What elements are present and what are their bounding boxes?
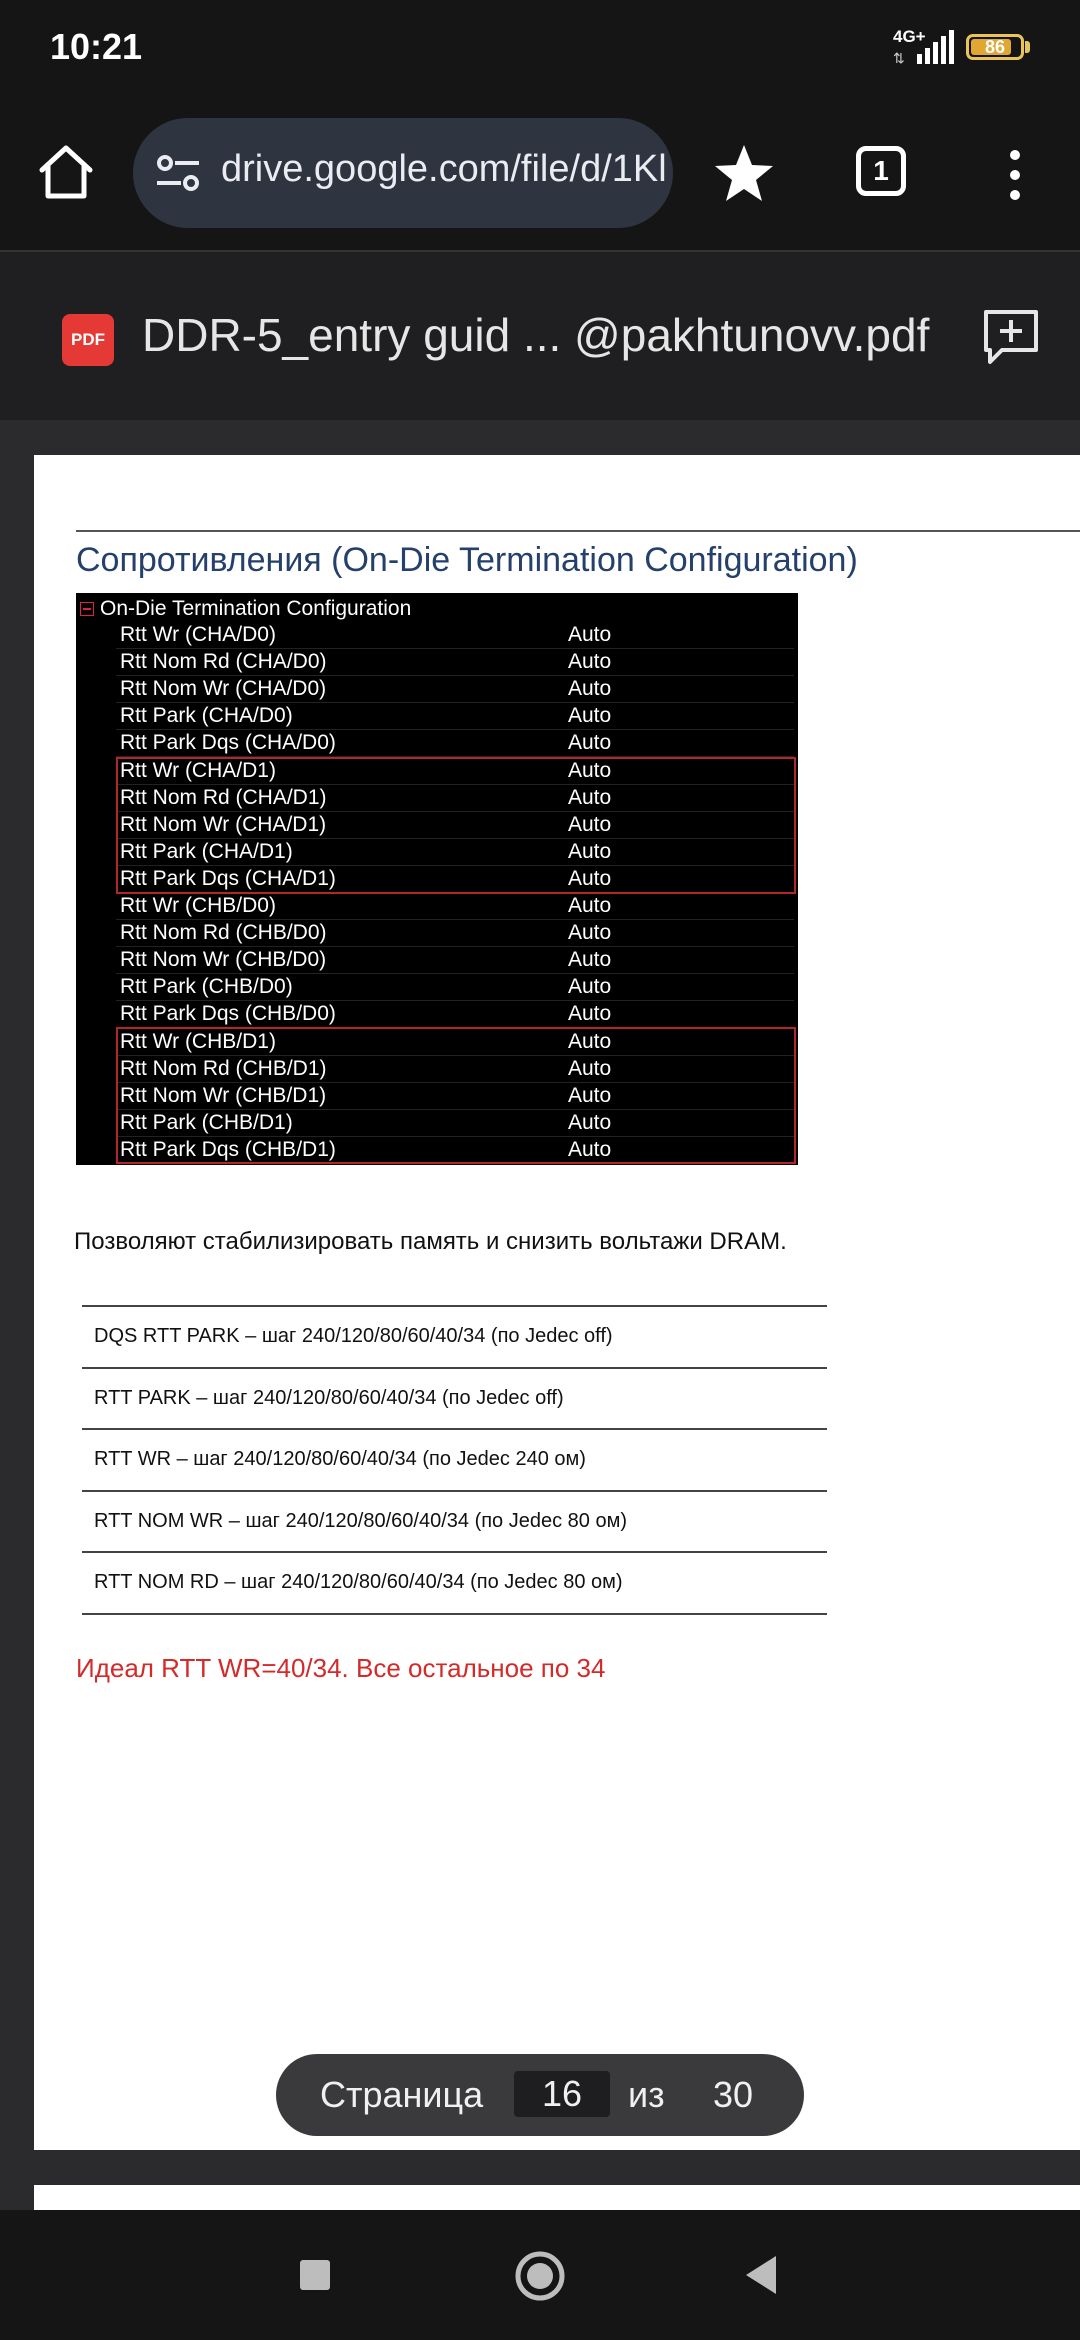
bios-row bbox=[116, 702, 794, 730]
current-page-input[interactable]: 16 bbox=[514, 2071, 610, 2117]
bios-setting-name: Rtt Nom Wr (CHB/D1) bbox=[120, 1083, 327, 1107]
bios-setting-value: Auto bbox=[568, 623, 612, 646]
back-button[interactable] bbox=[742, 2254, 778, 2296]
spec-text: RTT PARK – шаг 240/120/80/60/40/34 (по Jedec off) bbox=[94, 1386, 564, 1409]
bios-setting-name: Rtt Park Dqs (CHB/D0) bbox=[120, 1002, 336, 1026]
bios-setting-value: Auto bbox=[568, 975, 612, 999]
bios-setting-value: Auto bbox=[568, 785, 612, 809]
tab-switcher-button[interactable]: 1 bbox=[856, 146, 906, 196]
bios-row bbox=[116, 621, 794, 649]
pdf-viewer[interactable] bbox=[0, 420, 1080, 2210]
spec-row bbox=[82, 1551, 827, 1614]
bios-setting-name: Rtt Park Dqs (CHA/D1) bbox=[120, 866, 336, 890]
bios-setting-name: Rtt Nom Rd (CHA/D0) bbox=[120, 650, 327, 674]
spec-row bbox=[82, 1367, 827, 1430]
bios-row bbox=[116, 729, 794, 757]
highlight-chb-d1 bbox=[116, 1027, 796, 1164]
bios-setting-name: Rtt Nom Rd (CHB/D1) bbox=[120, 1056, 327, 1080]
bios-setting-name: Rtt Park (CHA/D0) bbox=[120, 704, 293, 728]
spec-text: RTT NOM WR – шаг 240/120/80/60/40/34 (по Jedec 80 ом) bbox=[94, 1509, 627, 1532]
bios-header-label: On-Die Termination Configuration bbox=[100, 597, 412, 620]
bios-setting-value: Auto bbox=[568, 812, 612, 836]
bios-setting-name: Rtt Nom Rd (CHB/D0) bbox=[120, 921, 327, 945]
bios-row bbox=[116, 675, 794, 703]
bios-setting-value: Auto bbox=[568, 1056, 612, 1080]
bios-setting-value: Auto bbox=[568, 731, 612, 755]
bios-setting-value: Auto bbox=[568, 1029, 612, 1053]
signal-icon bbox=[915, 30, 955, 64]
bios-setting-value: Auto bbox=[568, 921, 612, 945]
home-button[interactable] bbox=[514, 2250, 566, 2302]
bios-setting-name: Rtt Wr (CHB/D1) bbox=[120, 1029, 276, 1053]
add-comment-icon[interactable] bbox=[982, 308, 1040, 366]
description-text: Позволяют стабилизировать память и снизить вольтажи DRAM. bbox=[74, 1228, 787, 1255]
data-activity-icon: ⇅ bbox=[893, 50, 905, 66]
page-label: Страница bbox=[320, 2074, 484, 2115]
bios-setting-name: Rtt Park (CHA/D1) bbox=[120, 839, 293, 863]
bios-setting-name: Rtt Nom Wr (CHA/D0) bbox=[120, 677, 327, 701]
collapse-icon bbox=[80, 602, 94, 616]
bios-row bbox=[116, 648, 794, 676]
system-navigation-bar bbox=[0, 2210, 1080, 2340]
bios-setting-name: Rtt Park (CHB/D0) bbox=[120, 975, 293, 999]
spec-row bbox=[82, 1305, 827, 1368]
section-divider bbox=[76, 530, 1080, 532]
document-title: DDR-5_entry guid ... @pakhtunovv.pdf bbox=[142, 309, 930, 361]
pdf-page bbox=[34, 455, 1080, 2150]
more-options-icon[interactable] bbox=[1000, 145, 1030, 205]
bios-row bbox=[116, 973, 794, 1001]
spec-row bbox=[82, 1428, 827, 1491]
total-pages: 30 bbox=[713, 2074, 754, 2115]
bios-row bbox=[116, 919, 794, 947]
bios-setting-value: Auto bbox=[568, 677, 612, 701]
recents-button[interactable] bbox=[300, 2260, 330, 2290]
document-header bbox=[0, 252, 1080, 420]
bios-setting-name: Rtt Wr (CHA/D0) bbox=[120, 623, 276, 646]
pdf-file-icon: PDF bbox=[62, 314, 114, 366]
url-text[interactable]: drive.google.com/file/d/1Kl bbox=[221, 148, 667, 190]
bios-row bbox=[116, 946, 794, 974]
page-of-label: из bbox=[628, 2074, 665, 2115]
bios-setting-value: Auto bbox=[568, 866, 612, 890]
bookmark-star-icon[interactable] bbox=[713, 143, 775, 203]
bios-setting-value: Auto bbox=[568, 1110, 612, 1134]
bios-setting-value: Auto bbox=[568, 1083, 612, 1107]
bios-row bbox=[116, 1000, 794, 1028]
site-settings-icon[interactable] bbox=[155, 151, 201, 195]
spec-row bbox=[82, 1490, 827, 1553]
bios-setting-value: Auto bbox=[568, 948, 612, 972]
bios-setting-name: Rtt Park Dqs (CHA/D0) bbox=[120, 731, 336, 755]
battery-level: 86 bbox=[984, 37, 1006, 57]
bios-setting-name: Rtt Park (CHB/D1) bbox=[120, 1110, 293, 1134]
bios-setting-value: Auto bbox=[568, 894, 612, 917]
bios-setting-name: Rtt Wr (CHA/D1) bbox=[120, 758, 276, 782]
battery-icon bbox=[966, 34, 1024, 60]
spec-text: RTT NOM RD – шаг 240/120/80/60/40/34 (по Jedec 80 ом) bbox=[94, 1571, 623, 1593]
bios-setting-value: Auto bbox=[568, 1137, 612, 1161]
bios-setting-name: Rtt Nom Wr (CHB/D0) bbox=[120, 948, 327, 972]
bios-setting-name: Rtt Nom Wr (CHA/D1) bbox=[120, 812, 327, 836]
address-bar[interactable] bbox=[133, 118, 673, 228]
bios-setting-value: Auto bbox=[568, 839, 612, 863]
ideal-note: Идеал RTT WR=40/34. Все остальное по 34 bbox=[76, 1653, 606, 1683]
bios-screenshot bbox=[76, 593, 798, 1165]
bios-setting-name: Rtt Nom Rd (CHA/D1) bbox=[120, 785, 327, 809]
bios-setting-value: Auto bbox=[568, 704, 612, 728]
bios-header bbox=[76, 597, 411, 621]
home-icon[interactable] bbox=[36, 142, 96, 202]
bios-setting-value: Auto bbox=[568, 1002, 612, 1026]
bios-row bbox=[116, 892, 794, 920]
browser-toolbar bbox=[0, 100, 1080, 252]
spec-text: DQS RTT PARK – шаг 240/120/80/60/40/34 (по Jedec off) bbox=[94, 1325, 613, 1347]
bios-setting-value: Auto bbox=[568, 650, 612, 674]
bios-setting-name: Rtt Park Dqs (CHB/D1) bbox=[120, 1137, 336, 1161]
network-type: 4G+ bbox=[893, 27, 926, 46]
highlight-cha-d1 bbox=[116, 757, 796, 894]
bios-setting-value: Auto bbox=[568, 758, 612, 782]
spec-table-bottom-border bbox=[82, 1613, 827, 1615]
bios-setting-name: Rtt Wr (CHB/D0) bbox=[120, 894, 276, 917]
spec-text: RTT WR – шаг 240/120/80/60/40/34 (по Jedec 240 ом) bbox=[94, 1448, 586, 1470]
section-title: Сопротивления (On-Die Termination Configuration) bbox=[76, 541, 858, 579]
status-time: 10:21 bbox=[50, 26, 143, 67]
page-indicator bbox=[276, 2054, 804, 2136]
status-bar bbox=[0, 0, 1080, 100]
battery-tip bbox=[1025, 41, 1030, 53]
